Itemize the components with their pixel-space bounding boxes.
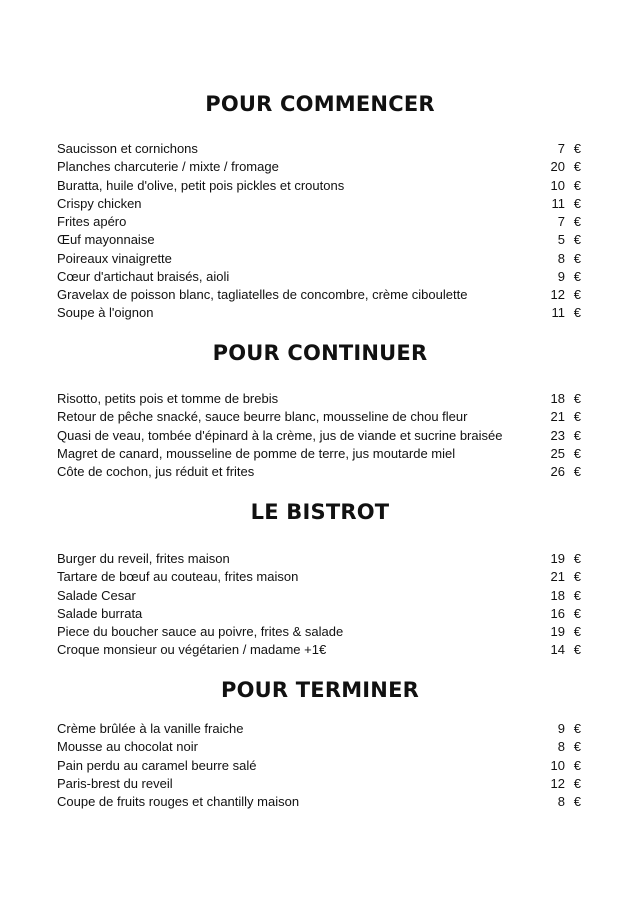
currency-symbol: € <box>573 391 581 406</box>
section-pour-continuer <box>0 339 640 367</box>
currency-symbol: € <box>573 757 581 773</box>
section-title: POUR CONTINUER <box>212 341 428 365</box>
menu-item <box>57 775 581 793</box>
item-name: Planches charcuterie / mixte / fromage <box>57 159 279 175</box>
item-price: 18 <box>550 391 565 406</box>
currency-symbol: € <box>573 569 581 585</box>
currency-symbol: € <box>573 427 581 443</box>
menu-item <box>57 757 581 775</box>
menu-item <box>57 231 581 249</box>
menu-item <box>57 158 581 176</box>
item-price: 11 <box>551 195 565 211</box>
item-price: 23 <box>550 427 565 443</box>
item-name: Magret de canard, mousseline de pomme de terre, jus moutarde miel <box>57 445 456 461</box>
item-price: 19 <box>550 624 565 639</box>
menu-item <box>57 140 581 158</box>
menu-item <box>57 427 581 445</box>
item-name: Burger du reveil, frites maison <box>57 551 230 566</box>
item-name: Gravelax de poisson blanc, tagliatelles de concombre, crème ciboulette <box>57 287 468 302</box>
currency-symbol: € <box>573 721 581 736</box>
item-price: 5 <box>557 232 565 248</box>
menu-item <box>57 623 581 641</box>
currency-symbol: € <box>573 141 581 156</box>
currency-symbol: € <box>573 287 581 302</box>
item-price: 9 <box>557 721 565 736</box>
section-le-bistrot <box>0 498 640 526</box>
item-price: 7 <box>557 141 565 156</box>
item-price: 18 <box>550 587 565 603</box>
item-name: Quasi de veau, tombée d'épinard à la crème, jus de viande et sucrine braisée <box>57 427 503 443</box>
item-name: Côte de cochon, jus réduit et frites <box>57 464 255 479</box>
item-name: Pain perdu au caramel beurre salé <box>57 757 257 773</box>
section-title: LE BISTROT <box>250 500 390 524</box>
currency-symbol: € <box>573 195 581 211</box>
currency-symbol: € <box>573 624 581 639</box>
section-pour-commencer <box>0 90 640 118</box>
item-name: Poireaux vinaigrette <box>57 250 172 266</box>
item-price: 19 <box>550 551 565 566</box>
item-price: 21 <box>550 569 565 585</box>
currency-symbol: € <box>573 268 581 284</box>
item-name: Tartare de bœuf au couteau, frites maison <box>57 569 299 585</box>
menu-item <box>57 268 581 286</box>
item-name: Crème brûlée à la vanille fraiche <box>57 721 244 736</box>
menu-item <box>57 286 581 304</box>
item-name: Frites apéro <box>57 214 127 229</box>
item-price: 21 <box>550 409 565 425</box>
currency-symbol: € <box>573 409 581 425</box>
item-price: 10 <box>550 757 565 773</box>
menu-item <box>57 720 581 738</box>
item-price: 12 <box>550 775 565 791</box>
menu-item <box>57 587 581 605</box>
item-name: Buratta, huile d'olive, petit pois pickles et croutons <box>57 177 345 193</box>
menu-item <box>57 177 581 195</box>
currency-symbol: € <box>573 445 581 461</box>
menu-item <box>57 304 581 322</box>
item-price: 8 <box>557 739 565 755</box>
currency-symbol: € <box>573 305 581 321</box>
section-title: POUR TERMINER <box>220 678 420 702</box>
menu-item <box>57 250 581 268</box>
item-price: 7 <box>557 214 565 229</box>
currency-symbol: € <box>573 642 581 658</box>
item-price: 16 <box>550 605 565 621</box>
currency-symbol: € <box>573 551 581 566</box>
item-name: Risotto, petits pois et tomme de brebis <box>57 391 279 406</box>
item-name: Piece du boucher sauce au poivre, frites & salade <box>57 624 344 639</box>
menu-item <box>57 568 581 586</box>
item-name: Œuf mayonnaise <box>57 232 155 248</box>
item-price: 8 <box>557 794 565 809</box>
item-name: Salade burrata <box>57 605 143 621</box>
menu-item <box>57 605 581 623</box>
menu-item <box>57 390 581 408</box>
menu-item <box>57 195 581 213</box>
menu-list <box>57 720 581 811</box>
currency-symbol: € <box>573 794 581 809</box>
menu-item <box>57 550 581 568</box>
item-name: Salade Cesar <box>57 587 136 603</box>
item-name: Cœur d'artichaut braisés, aioli <box>57 268 230 284</box>
item-name: Crispy chicken <box>57 195 142 211</box>
currency-symbol: € <box>573 177 581 193</box>
currency-symbol: € <box>573 214 581 229</box>
currency-symbol: € <box>573 232 581 248</box>
item-name: Retour de pêche snacké, sauce beurre blanc, mousseline de chou fleur <box>57 409 468 425</box>
section-pour-terminer <box>0 676 640 704</box>
currency-symbol: € <box>573 250 581 266</box>
menu-list <box>57 390 581 481</box>
item-name: Mousse au chocolat noir <box>57 739 198 755</box>
menu-item <box>57 738 581 756</box>
currency-symbol: € <box>573 739 581 755</box>
item-price: 11 <box>551 305 565 321</box>
item-price: 26 <box>550 464 565 479</box>
item-price: 10 <box>550 177 565 193</box>
menu-item <box>57 445 581 463</box>
item-name: Soupe à l'oignon <box>57 305 154 321</box>
currency-symbol: € <box>573 587 581 603</box>
item-name: Coupe de fruits rouges et chantilly maison <box>57 794 300 809</box>
item-name: Paris-brest du reveil <box>57 775 173 791</box>
currency-symbol: € <box>573 159 581 175</box>
menu-item <box>57 463 581 481</box>
item-price: 12 <box>550 287 565 302</box>
menu-item <box>57 641 581 659</box>
item-price: 8 <box>557 250 565 266</box>
menu-list <box>57 140 581 323</box>
menu-item <box>57 408 581 426</box>
item-price: 20 <box>550 159 565 175</box>
section-title: POUR COMMENCER <box>205 92 435 116</box>
item-name: Croque monsieur ou végétarien / madame +1€ <box>57 642 327 658</box>
item-price: 9 <box>557 268 565 284</box>
menu-list <box>57 550 581 660</box>
item-price: 14 <box>550 642 565 658</box>
item-price: 25 <box>550 445 565 461</box>
item-name: Saucisson et cornichons <box>57 141 198 156</box>
currency-symbol: € <box>573 775 581 791</box>
currency-symbol: € <box>573 464 581 479</box>
menu-item <box>57 213 581 231</box>
currency-symbol: € <box>573 605 581 621</box>
menu-item <box>57 793 581 811</box>
